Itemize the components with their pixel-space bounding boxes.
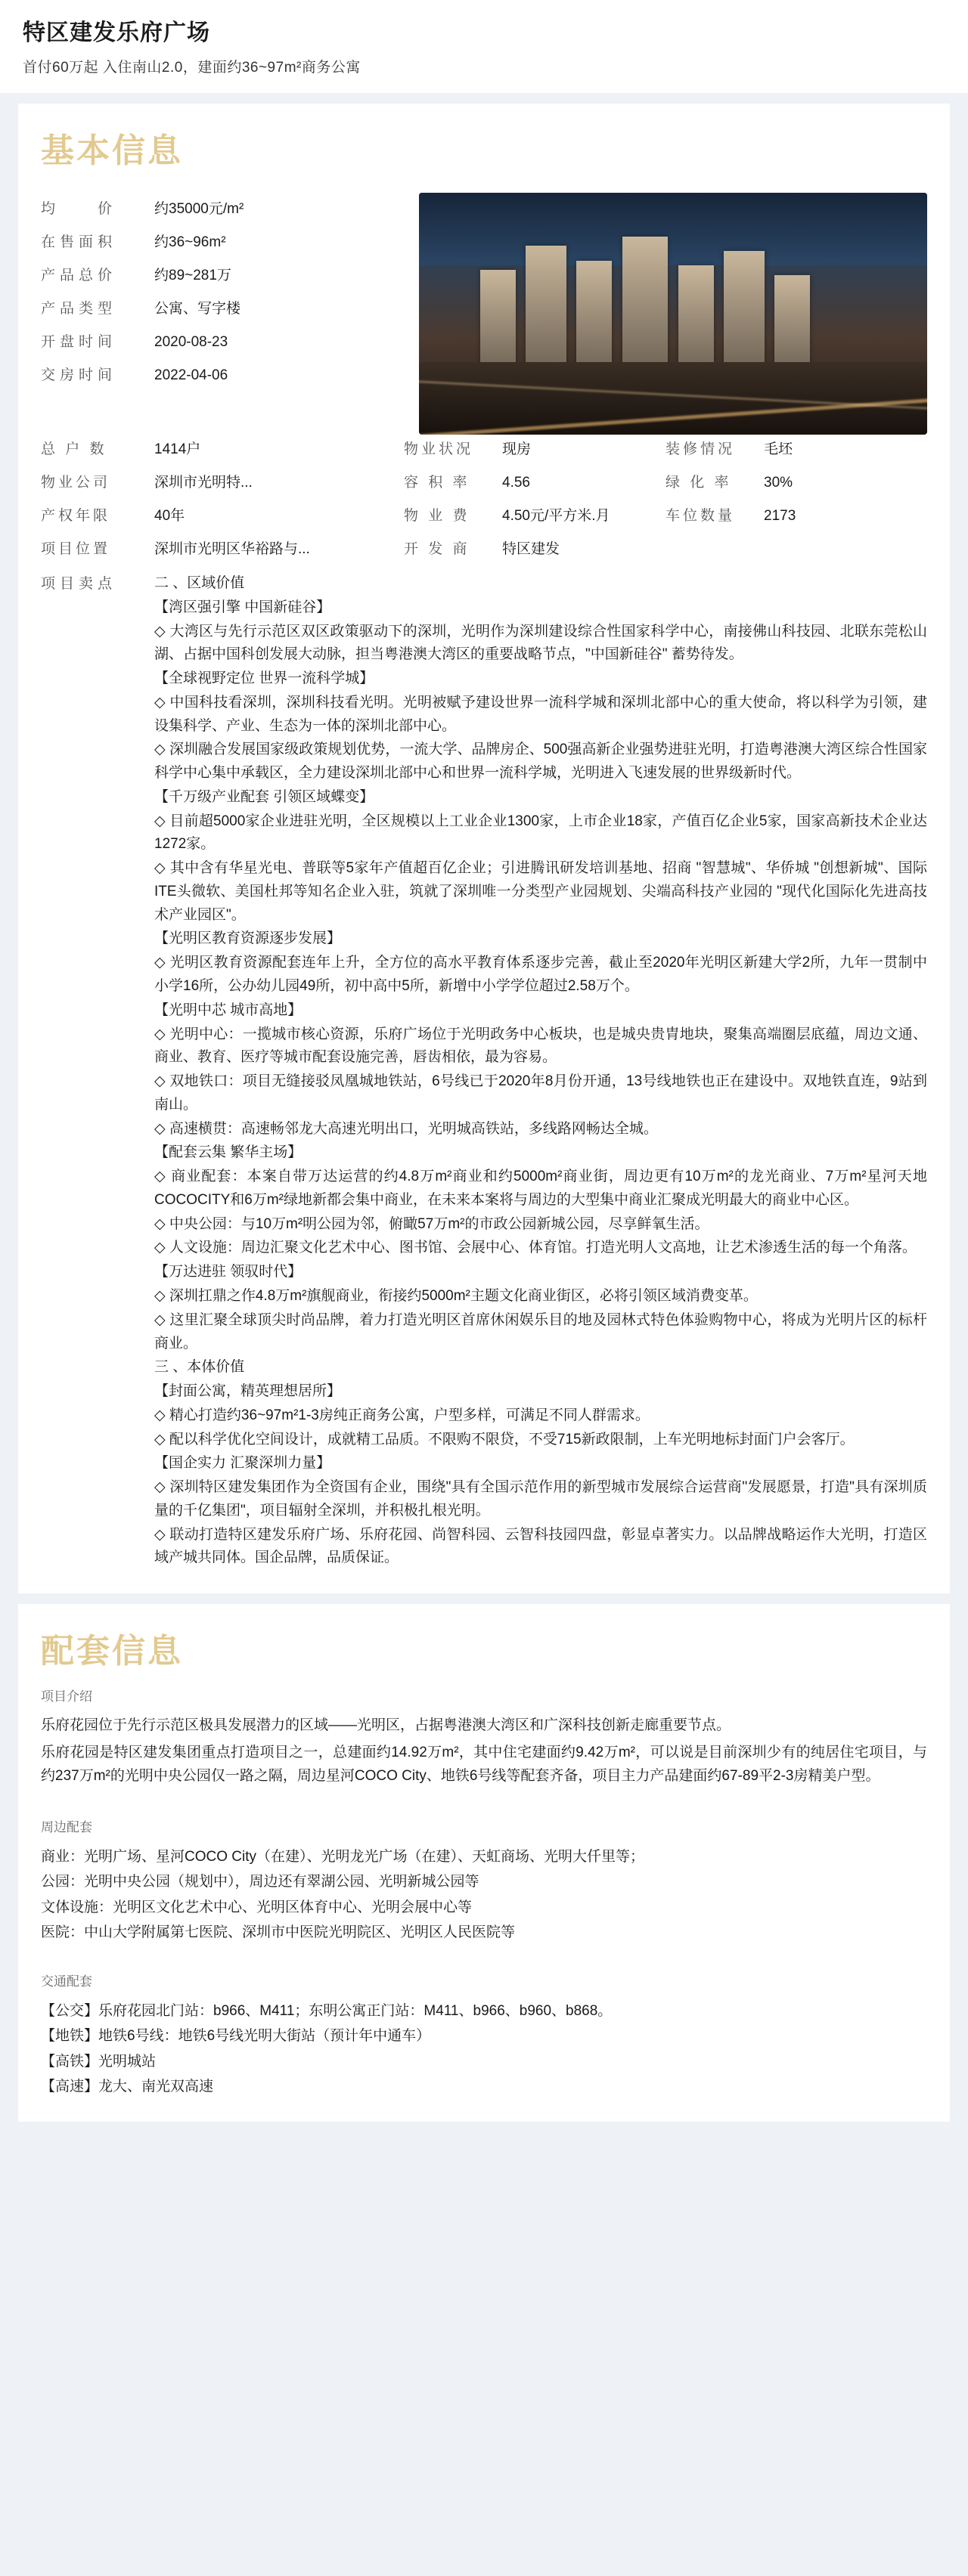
info-row (41, 471, 404, 491)
info-row (41, 438, 404, 458)
info-row (41, 297, 404, 317)
info-row-label: 开盘时间 (41, 334, 117, 350)
text-line: ◇ 其中含有华星光电、普联等5家年产值超百亿企业；引进腾讯研发培训基地、招商 "智慧城"、华侨城 "创想新城"、国际ITE头微软、美国杜邦等知名企业入驻，筑就了深圳唯一分类型产业园规划、尖端高科技产业园的 "现代化国际化先进高技术产业园区"。 (154, 860, 927, 923)
basic-info-stats (41, 438, 927, 571)
info-row (41, 197, 404, 218)
tower-icon (678, 265, 714, 372)
info-row (666, 471, 927, 491)
info-row-label: 总 户 数 (41, 441, 107, 457)
text-line: 【万达进驻 领驭时代】 (154, 1264, 302, 1280)
tower-icon (576, 261, 612, 372)
info-row-value: 2020-08-23 (154, 334, 228, 350)
text-line: ◇ 深圳特区建发集团作为全资国有企业，围绕"具有全国示范作用的新型城市发展综合运营商''发展愿景，打造"具有深圳质量的千亿集团"，项目辐射全深圳，并积极扎根光明。 (154, 1479, 927, 1519)
facilities-title: 配套信息 (41, 1633, 183, 1670)
basic-info-top (41, 185, 927, 435)
info-row-label: 物业状况 (404, 441, 474, 457)
info-row-label: 容 积 率 (404, 475, 470, 491)
info-row-label: 在售面积 (41, 234, 117, 250)
text-line: 商业：光明广场、星河COCO City（在建）、光明龙光广场（在建）、天虹商场、光明大仟里等； (41, 1849, 645, 1865)
tower-icon (480, 270, 516, 371)
info-row-value: 现房 (502, 441, 532, 457)
info-row-label: 物业公司 (41, 475, 111, 491)
info-row (404, 438, 666, 458)
info-row-label: 项目位置 (41, 541, 111, 557)
text-line: 【国企实力 汇聚深圳力量】 (154, 1455, 331, 1472)
info-row (666, 504, 927, 525)
info-row-value: 毛坯 (764, 441, 793, 457)
basic-info-title: 基本信息 (41, 132, 183, 169)
text-line: ◇ 光明区教育资源配套连年上升，全方位的高水平教育体系逐步完善，截止至2020年光明区新建大学2所，九年一贯制中小学16所，公办幼儿园49所，初中高中5所，新增中小学学位超过2.58万个。 (154, 955, 927, 995)
tower-icon (622, 237, 668, 372)
info-row (404, 537, 666, 558)
tower-icon (526, 246, 566, 371)
info-row-value: 4.50元/平方米.月 (502, 508, 610, 524)
text-line: 【全球视野定位 世界一流科学城】 (154, 670, 374, 687)
text-line: ◇ 深圳扛鼎之作4.8万m²旗舰商业，衔接约5000m²主题文化商业街区，必将引领区域消费变革。 (154, 1287, 758, 1304)
info-row-label: 车位数量 (666, 508, 736, 524)
text-line: ◇ 人文设施：周边汇聚文化艺术中心、图书馆、会展中心、体育馆。打造光明人文高地，让艺术渗透生活的每一个角落。 (154, 1240, 917, 1256)
text-line: 【公交】乐府花园北门站：b966、M411；东明公寓正门站：M411、b966、b960、b868。 (41, 2003, 613, 2020)
basic-info-card (18, 104, 950, 1593)
text-line: 【光明区教育资源逐步发展】 (154, 930, 342, 947)
text-line: 【湾区强引擎 中国新硅谷】 (154, 599, 331, 615)
info-row-label: 产权年限 (41, 508, 111, 524)
tower-icon (724, 251, 765, 372)
info-row-label: 产品类型 (41, 301, 117, 317)
text-line: ◇ 精心打造约36~97m²1-3房纯正商务公寓，户型多样，可满足不同人群需求。 (154, 1407, 650, 1423)
sky-layer (419, 193, 927, 265)
text-line: 三 、本体价值 (154, 1359, 245, 1376)
text-line: ◇ 目前超5000家企业进驻光明，全区规模以上工业企业1300家，上市企业18家，产值百亿企业5家，国家高新技术企业达1272家。 (154, 813, 927, 853)
info-row-value: 特区建发 (502, 541, 560, 557)
info-row-label: 产品总价 (41, 268, 117, 283)
text-line: 文体设施：光明区文化艺术中心、光明区体育中心、光明会展中心等 (41, 1899, 473, 1915)
page-subtitle: 首付60万起 入住南山2.0，建面约36~97m²商务公寓 (23, 60, 361, 76)
info-row-label: 物 业 费 (404, 508, 470, 524)
stats-column-right (404, 438, 927, 571)
page-title: 特区建发乐府广场 (23, 20, 210, 45)
info-row-value: 2173 (764, 508, 796, 524)
info-row-value: 1414户 (154, 441, 201, 457)
tower-icon (774, 275, 810, 372)
info-row (41, 364, 404, 384)
stats-column-far (666, 438, 927, 571)
ground-layer (419, 362, 927, 435)
info-row-label: 均 价 (41, 201, 117, 217)
info-row-value: 30% (764, 475, 793, 491)
page-header (0, 0, 968, 93)
stats-column-mid (404, 438, 666, 571)
traffic-heading: 交通配套 (41, 1974, 92, 1989)
info-row-value: 4.56 (502, 475, 530, 491)
text-line: 乐府花园是特区建发集团重点打造项目之一，总建面约14.92万m²，其中住宅建面约9.42万m²，可以说是目前深圳少有的纯居住宅项目，与约237万m²的光明中央公园仅一路之隔，周边星河COCO City、地铁6号线等配套齐备，项目主力产品建面约67-89平2-3房精美户型。 (41, 1744, 927, 1784)
text-line: ◇ 联动打造特区建发乐府广场、乐府花园、尚智科园、云智科技园四盘，彰显卓著实力。以品牌战略运作大光明，打造区域产城共同体。国企品牌，品质保证。 (154, 1526, 927, 1566)
text-line: 【高速】龙大、南光双高速 (41, 2078, 214, 2095)
selling-points-label: 项目卖点 (41, 576, 117, 592)
text-line: ◇ 大湾区与先行示范区双区政策驱动下的深圳，光明作为深圳建设综合性国家科学中心，南接佛山科技园、北联东莞松山湖、占据中国科创发展大动脉，担当粤港澳大湾区的重要战略节点，"中国新硅谷" 蓄势待发。 (154, 623, 927, 663)
info-row (41, 264, 404, 284)
property-hero-image (419, 193, 927, 435)
spacer (41, 1945, 927, 1965)
text-line: 【封面公寓，精英理想居所】 (154, 1383, 342, 1400)
info-row-value: 约89~281万 (154, 268, 231, 283)
text-line: 【高铁】光明城站 (41, 2053, 157, 2070)
text-line: 乐府花园位于先行示范区极具发展潜力的区域——光明区，占据粤港澳大湾区和广深科技创新走廊重要节点。 (41, 1717, 731, 1734)
selling-points-body (154, 572, 927, 1571)
around-heading: 周边配套 (41, 1820, 92, 1835)
info-row-label: 开 发 商 (404, 541, 470, 557)
info-row-label: 装修情况 (666, 441, 736, 457)
facilities-card (18, 1604, 950, 2122)
text-line: 【配套云集 繁华主场】 (154, 1144, 302, 1161)
info-row-label: 交房时间 (41, 367, 117, 383)
info-row (404, 504, 666, 525)
text-line: 二 、区域价值 (154, 575, 245, 591)
info-row-value: 约36~96m² (154, 234, 226, 250)
traffic-body (41, 1999, 927, 2099)
info-row-value: 深圳市光明区华裕路与... (154, 541, 310, 557)
info-row (41, 504, 404, 525)
info-row-value: 深圳市光明特... (154, 475, 253, 491)
text-line: ◇ 商业配套：本案自带万达运营的约4.8万m²商业和约5000m²商业街，周边更有10万m²的龙光商业、7万m²星河天地COCOCITY和6万m²绿地新都会集中商业，在未来本案将与周边的大型集中商业汇聚成光明最大的商业中心区。 (154, 1169, 927, 1208)
text-line: ◇ 双地铁口：项目无缝接驳凤凰城地铁站，6号线已于2020年8月份开通，13号线地铁也正在建设中。双地铁直连，9站到南山。 (154, 1073, 927, 1113)
info-row (41, 537, 404, 558)
text-line: ◇ 高速横贯：高速畅邻龙大高速光明出口，光明城高铁站，多线路网畅达全城。 (154, 1120, 658, 1137)
info-row (41, 330, 404, 351)
info-row (41, 231, 404, 251)
intro-body (41, 1714, 927, 1788)
around-body (41, 1844, 927, 1945)
info-row-value: 2022-04-06 (154, 367, 228, 383)
text-line: ◇ 中央公园：与10万m²明公园为邻，俯瞰57万m²的市政公园新城公园，尽享鲜氧生活。 (154, 1215, 709, 1232)
text-line: ◇ 中国科技看深圳，深圳科技看光明。光明被赋予建设世界一流科学城和深圳北部中心的重大使命，将以科学为引领，建设集科学、产业、生态为一体的深圳北部中心。 (154, 694, 927, 734)
info-row-label: 绿 化 率 (666, 475, 732, 491)
text-line: 医院：中山大学附属第七医院、深圳市中医院光明院区、光明区人民医院等 (41, 1924, 516, 1940)
text-line: ◇ 这里汇聚全球顶尖时尚品牌，着力打造光明区首席休闲娱乐目的地及园林式特色体验购物中心，将成为光明片区的标杆商业。 (154, 1311, 927, 1351)
text-line: 【地铁】地铁6号线：地铁6号线光明大街站（预计年中通车） (41, 2028, 431, 2045)
spacer (41, 1791, 927, 1810)
hero-image-wrap (419, 185, 927, 435)
intro-heading: 项目介绍 (41, 1689, 92, 1704)
basic-info-rows (41, 185, 404, 435)
text-line: 【千万级产业配套 引领区域蝶变】 (154, 788, 374, 805)
text-line: ◇ 配以科学优化空间设计，成就精工品质。不限购不限贷，不受715新政限制，上车光明地标封面门户会客厅。 (154, 1431, 855, 1447)
info-row-value: 公寓、写字楼 (154, 301, 241, 317)
text-line: ◇ 光明中心：一揽城市核心资源，乐府广场位于光明政务中心板块，也是城央贵胄地块，聚集高端圈层底蕴，周边文通、商业、教育、医疗等城市配套设施完善，唇齿相依，最为容易。 (154, 1026, 927, 1066)
text-line: 【光明中芯 城市高地】 (154, 1002, 302, 1018)
selling-points-section (41, 572, 927, 1571)
info-row-value: 约35000元/m² (154, 201, 244, 217)
info-row (666, 438, 927, 458)
info-row (404, 471, 666, 491)
text-line: ◇ 深圳融合发展国家级政策规划优势，一流大学、品牌房企、500强高新企业强势进驻光明，打造粤港澳大湾区综合性国家科学中心集中承载区，全力建设深圳北部中心和世界一流科学城，光明进入飞速发展的世界级新时代。 (154, 742, 927, 782)
stats-column-left (41, 438, 404, 571)
text-line: 公园：光明中央公园（规划中），周边还有翠湖公园、光明新城公园等 (41, 1874, 479, 1890)
info-row-value: 40年 (154, 508, 185, 524)
